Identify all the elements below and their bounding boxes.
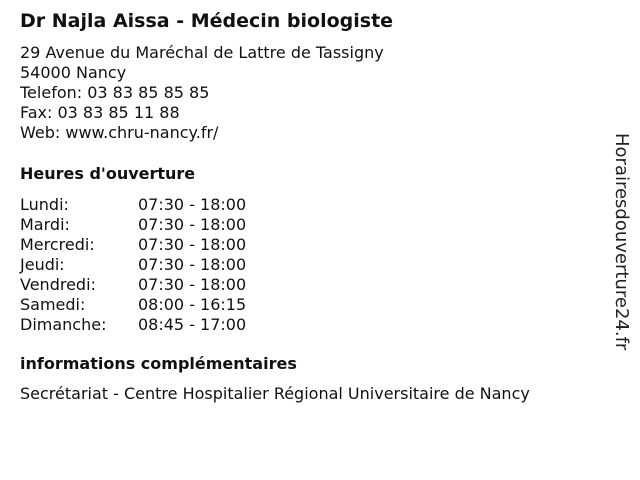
- day-label: Lundi:: [20, 195, 69, 214]
- hours-row-friday: [20, 275, 246, 295]
- additional-info-text: Secrétariat - Centre Hospitalier Régional Universitaire de Nancy: [20, 384, 530, 403]
- hours-row-wednesday: [20, 235, 246, 255]
- contact-block: [20, 43, 384, 143]
- day-hours: 07:30 - 18:00: [138, 275, 247, 294]
- fax-number: Fax: 03 83 85 11 88: [20, 103, 180, 122]
- city-postal-code: 54000 Nancy: [20, 63, 127, 82]
- page-title: Dr Najla Aissa - Médecin biologiste: [20, 10, 394, 32]
- street-address: 29 Avenue du Maréchal de Lattre de Tassigny: [20, 43, 384, 62]
- hours-row-monday: [20, 195, 246, 215]
- hours-row-tuesday: [20, 215, 246, 235]
- day-label: Vendredi:: [20, 275, 96, 294]
- day-hours: 07:30 - 18:00: [138, 235, 247, 254]
- hours-row-saturday: [20, 295, 246, 315]
- hours-row-thursday: [20, 255, 246, 275]
- day-label: Dimanche:: [20, 315, 107, 334]
- hours-row-sunday: [20, 315, 246, 335]
- day-hours: 07:30 - 18:00: [138, 195, 247, 214]
- day-label: Samedi:: [20, 295, 86, 314]
- opening-hours-table: [20, 195, 246, 335]
- website-link[interactable]: Web: www.chru-nancy.fr/: [20, 123, 219, 142]
- day-label: Jeudi:: [20, 255, 65, 274]
- day-hours: 08:45 - 17:00: [138, 315, 247, 334]
- day-hours: 08:00 - 16:15: [138, 295, 247, 314]
- day-label: Mercredi:: [20, 235, 95, 254]
- day-hours: 07:30 - 18:00: [138, 255, 247, 274]
- additional-info-heading: informations complémentaires: [20, 354, 297, 373]
- day-label: Mardi:: [20, 215, 70, 234]
- site-watermark: Horairesdouverture24.fr: [611, 133, 632, 351]
- day-hours: 07:30 - 18:00: [138, 215, 247, 234]
- phone-number: Telefon: 03 83 85 85 85: [20, 83, 210, 102]
- opening-hours-heading: Heures d'ouverture: [20, 164, 196, 183]
